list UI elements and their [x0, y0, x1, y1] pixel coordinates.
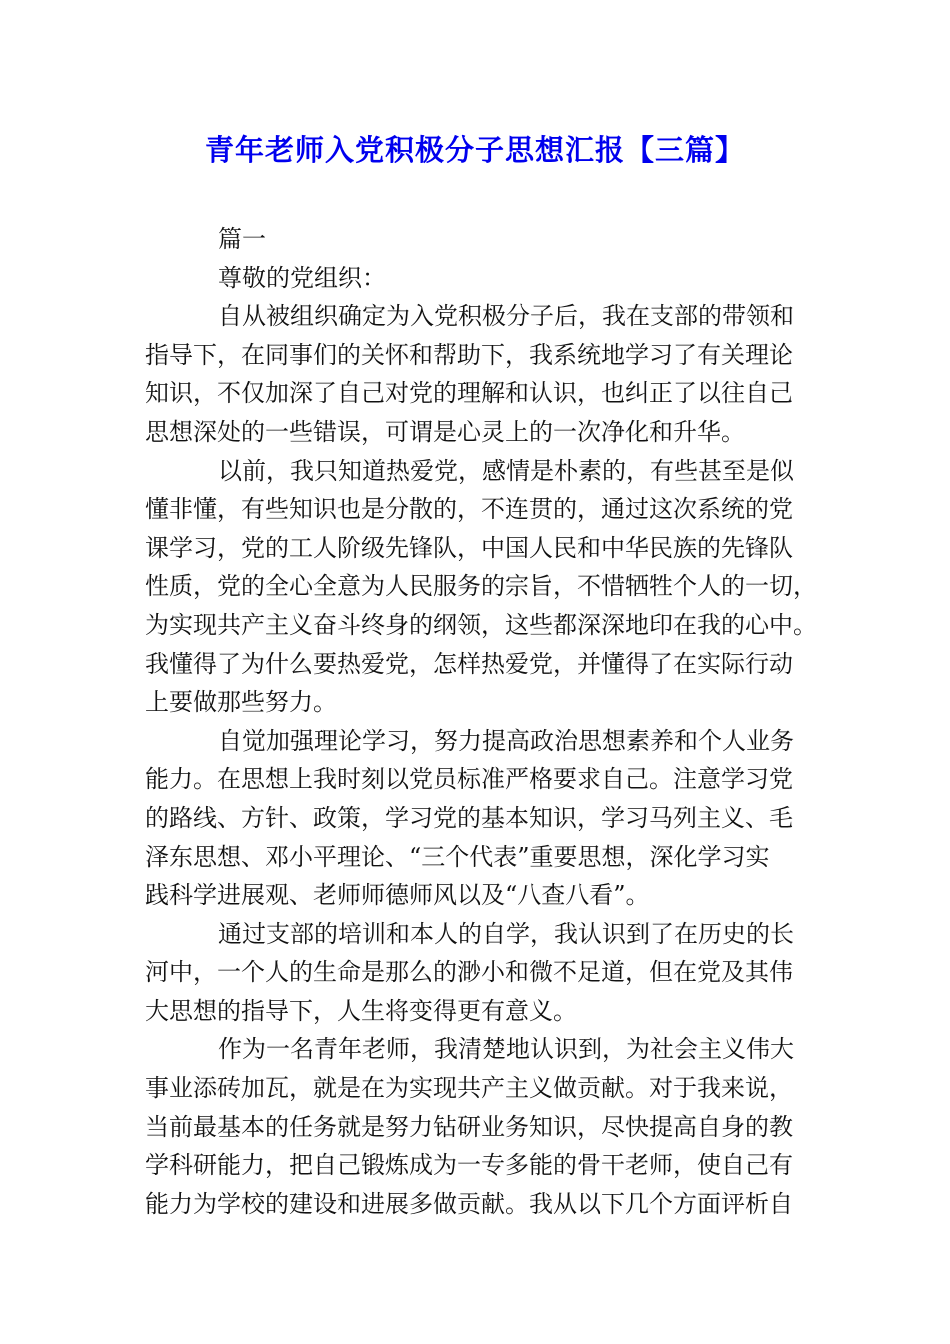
document-title: 青年老师入党积极分子思想汇报【三篇】 — [204, 133, 745, 167]
text-line: 上要做那些努力。 — [145, 688, 337, 717]
text-line: 课学习，党的工人阶级先锋队，中国人民和中华民族的先锋队 — [145, 533, 793, 562]
text-line: 自从被组织确定为入党积极分子后，我在支部的带领和 — [218, 302, 794, 331]
text-line: 以前，我只知道热爱党，感情是朴素的，有些甚至是似 — [218, 456, 794, 485]
text-line: 自觉加强理论学习，努力提高政治思想素养和个人业务 — [218, 726, 794, 755]
text-line: 能力为学校的建设和进展多做贡献。我从以下几个方面评析自 — [145, 1189, 793, 1218]
text-line: 性质，党的全心全意为人民服务的宗旨，不惜牺牲个人的一切， — [145, 572, 817, 601]
text-line: 我懂得了为什么要热爱党，怎样热爱党，并懂得了在实际行动 — [145, 649, 793, 678]
text-line: 当前最基本的任务就是努力钻研业务知识，尽快提高自身的教 — [145, 1112, 793, 1141]
text-line: 作为一名青年老师，我清楚地认识到，为社会主义伟大 — [218, 1035, 794, 1064]
text-line: 事业添砖加瓦，就是在为实现共产主义做贡献。对于我来说， — [145, 1074, 793, 1103]
text-line: 河中，一个人的生命是那么的渺小和微不足道，但在党及其伟 — [145, 958, 793, 987]
text-line: 的路线、方针、政策，学习党的基本知识，学习马列主义、毛 — [145, 803, 793, 832]
document-body — [145, 220, 817, 1223]
text-line: 思想深处的一些错误，可谓是心灵上的一次净化和升华。 — [145, 417, 745, 446]
text-line: 大思想的指导下，人生将变得更有意义。 — [145, 996, 577, 1025]
text-line: 指导下，在同事们的关怀和帮助下，我系统地学习了有关理论 — [145, 340, 793, 369]
text-line: 学科研能力，把自己锻炼成为一专多能的骨干老师，使自己有 — [145, 1151, 793, 1180]
text-line: 知识，不仅加深了自己对党的理解和认识，也纠正了以往自己 — [145, 379, 793, 408]
text-line: 能力。在思想上我时刻以党员标准严格要求自己。注意学习党 — [145, 765, 793, 794]
text-line: 篇一 — [218, 225, 266, 253]
text-line: 践科学进展观、老师师德师风以及“八查八看”。 — [145, 881, 650, 910]
text-line: 尊敬的党组织： — [218, 263, 386, 292]
text-line: 泽东思想、邓小平理论、“三个代表”重要思想，深化学习实 — [145, 842, 770, 871]
text-line: 为实现共产主义奋斗终身的纲领，这些都深深地印在我的心中。 — [145, 610, 817, 639]
text-line: 通过支部的培训和本人的自学，我认识到了在历史的长 — [218, 919, 794, 948]
text-line: 懂非懂，有些知识也是分散的，不连贯的，通过这次系统的党 — [145, 495, 793, 524]
